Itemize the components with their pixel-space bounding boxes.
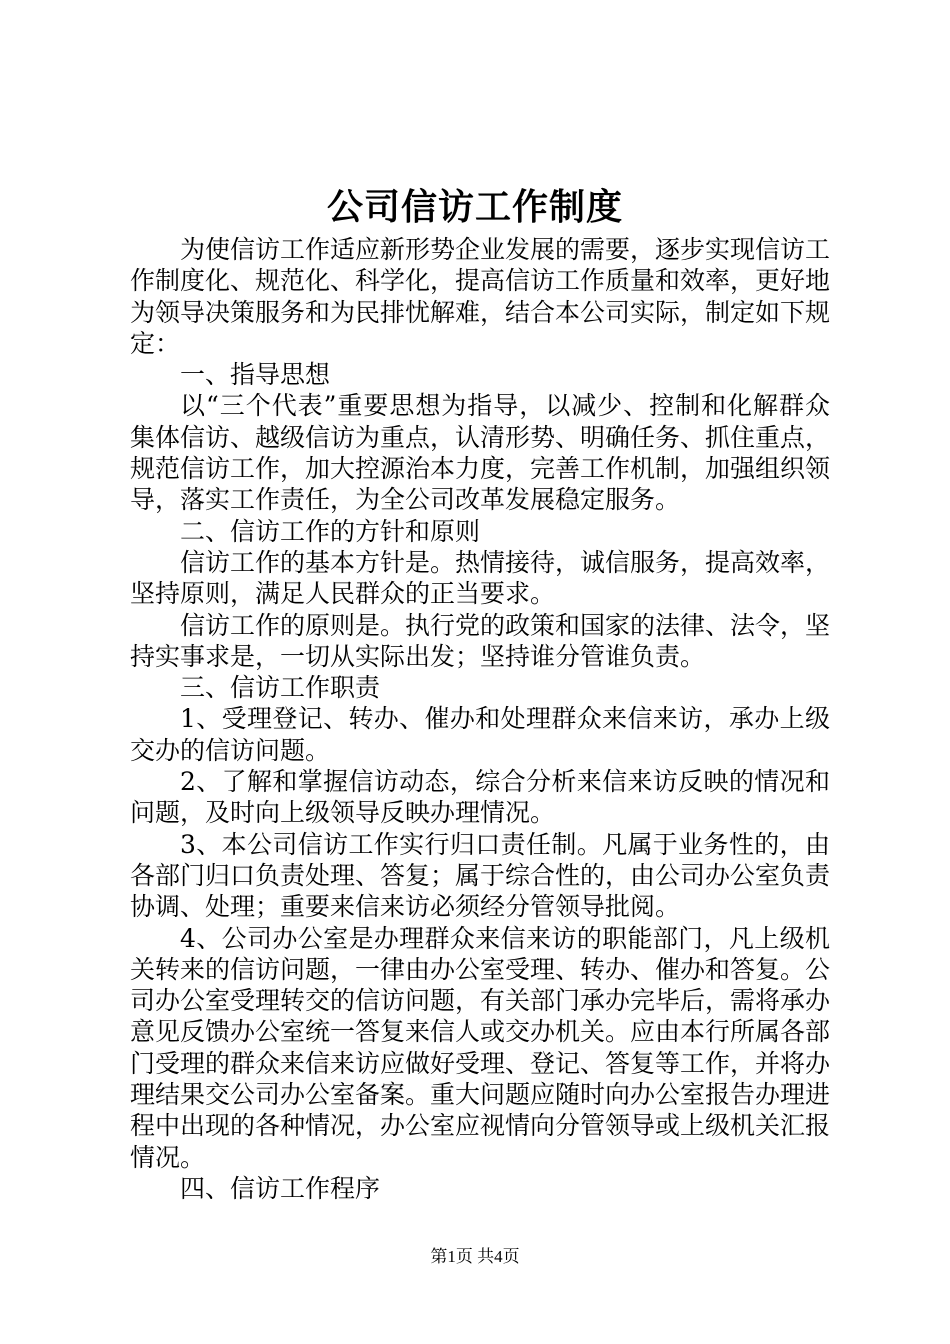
document-title: 公司信访工作制度	[326, 186, 623, 228]
paragraph-intro: 为使信访工作适应新形势企业发展的需要，逐步实现信访工作制度化、规范化、科学化，提高信访工作质量和效率，更好地为领导决策服务和为民排忧解难，结合本公司实际，制定如下规定：	[130, 235, 831, 358]
section-heading-policy-principles: 二、信访工作的方针和原则	[180, 516, 481, 546]
section-heading-responsibilities: 三、信访工作职责	[180, 673, 381, 703]
paragraph-principles: 信访工作的原则是。执行党的政策和国家的法律、法令，坚持实事求是，一切从实际出发；坚持谁分管谁负责。	[130, 610, 831, 671]
list-item-responsibility-1: 1、受理登记、转办、催办和处理群众来信来访，承办上级交办的信访问题。	[130, 704, 830, 765]
section-heading-guiding-ideology: 一、指导思想	[180, 360, 331, 390]
section-heading-procedure: 四、信访工作程序	[180, 1173, 381, 1203]
paragraph-basic-policy: 信访工作的基本方针是。热情接待，诚信服务，提高效率，坚持原则，满足人民群众的正当要求。	[130, 547, 831, 609]
paragraph-guiding-ideology: 以“三个代表”重要思想为指导，以减少、控制和化解群众集体信访、越级信访为重点，认清形势、明确任务、抓住重点，规范信访工作，加大控源治本力度，完善工作机制，加强组织领导，落实工作责任，为全公司改革发展稳定服务。	[130, 391, 831, 515]
document-body	[130, 234, 830, 1204]
list-item-responsibility-4: 4、公司办公室是办理群众来信来访的职能部门，凡上级机关转来的信访问题，一律由办公室受理、转办、催办和答复。公司办公室受理转交的信访问题，有关部门承办完毕后，需将承办意见反馈办公室统一答复来信人或交办机关。应由本行所属各部门受理的群众来信来访应做好受理、登记、答复等工作，并将办理结果交公司办公室备案。重大问题应随时向办公室报告办理进程中出现的各种情况，办公室应视情向分管领导或上级机关汇报情况。	[130, 923, 831, 1172]
page-indicator: 第1页 共4页	[430, 1247, 520, 1266]
list-item-responsibility-3: 3、本公司信访工作实行归口责任制。凡属于业务性的，由各部门归口负责处理、答复；属于综合性的，由公司办公室负责协调、处理；重要来信来访必须经分管领导批阅。	[130, 829, 831, 922]
list-item-responsibility-2: 2、了解和掌握信访动态，综合分析来信来访反映的情况和问题，及时向上级领导反映办理情况。	[130, 767, 830, 828]
